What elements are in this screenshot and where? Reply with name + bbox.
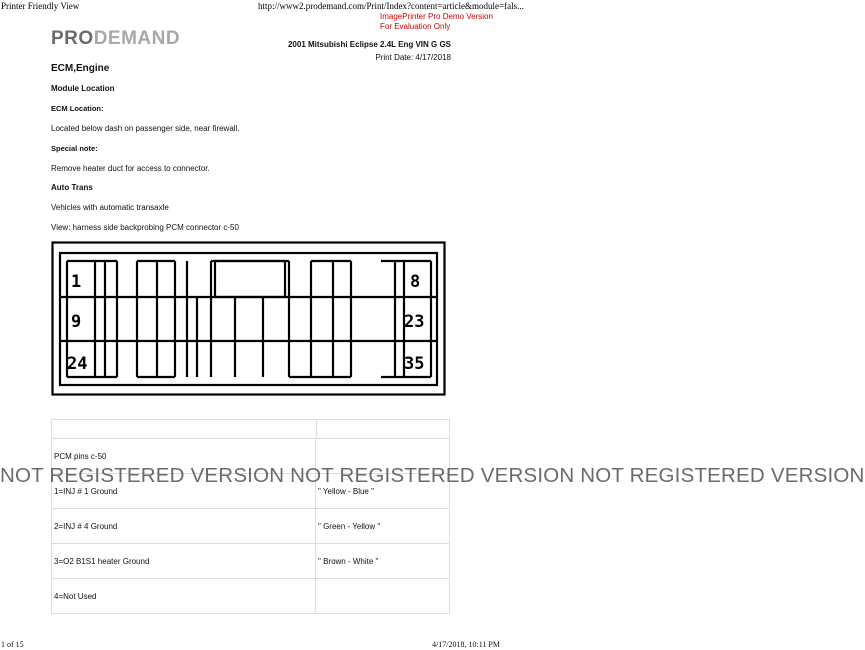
ecm-location-text: Located below dash on passenger side, near firewall. <box>51 124 240 133</box>
table-cell: " Green - Yellow " <box>315 509 450 543</box>
connector-outer-frame <box>53 243 445 395</box>
table-row <box>51 543 450 578</box>
article-title: ECM,Engine <box>51 63 110 74</box>
pcm-pins-table <box>51 419 450 614</box>
table-cell <box>315 579 450 613</box>
connector-view-caption: View: harness side backprobing PCM connector c-50 <box>51 223 239 232</box>
table-cell <box>316 420 450 438</box>
pin-label-8: 8 <box>410 272 421 292</box>
section-heading-module-location: Module Location <box>51 84 115 93</box>
table-cell: 1=INJ # 1 Ground <box>51 474 315 508</box>
subheading-special-note: Special note: <box>51 144 98 153</box>
print-date: Print Date: 4/17/2018 <box>375 53 451 62</box>
pcm-connector-c50-diagram <box>51 241 447 397</box>
pin-label-1: 1 <box>71 272 82 292</box>
table-row <box>51 578 450 614</box>
page-count: 1 of 15 <box>1 640 24 649</box>
table-cell: " Yellow - Blue " <box>315 474 450 508</box>
table-row <box>51 508 450 543</box>
pin-label-23: 23 <box>404 312 425 332</box>
demo-notice-line1: ImagePrinter Pro Demo Version <box>380 12 493 21</box>
table-cell: 3=O2 B1S1 heater Ground <box>51 544 315 578</box>
prodemand-logo <box>51 28 180 50</box>
special-note-text: Remove heater duct for access to connector. <box>51 164 210 173</box>
table-cell: 4=Not Used <box>51 579 315 613</box>
subheading-ecm-location: ECM Location: <box>51 104 104 113</box>
not-registered-watermark: NOT REGISTERED VERSION NOT REGISTERED VERSION NOT REGISTERED VERSION <box>0 464 865 487</box>
demo-notice-line2: For Evaluation Only <box>380 22 451 31</box>
print-timestamp: 4/17/2018, 10:11 PM <box>432 640 500 649</box>
table-cell <box>51 420 316 438</box>
page-url: http://www2.prodemand.com/Print/Index?content=article&module=fals... <box>258 1 524 11</box>
auto-trans-text: Vehicles with automatic transaxle <box>51 203 169 212</box>
page-title: Printer Friendly View <box>1 1 80 11</box>
table-row <box>51 419 450 438</box>
table-cell: 2=INJ # 4 Ground <box>51 509 315 543</box>
pin-label-9: 9 <box>71 312 82 332</box>
pin-label-35: 35 <box>404 354 425 374</box>
logo-part-pro: PRO <box>51 28 94 49</box>
vehicle-info: 2001 Mitsubishi Eclipse 2.4L Eng VIN G GS <box>287 40 451 49</box>
logo-part-demand: DEMAND <box>93 28 181 49</box>
table-cell: " Brown - White " <box>315 544 450 578</box>
pin-label-24: 24 <box>67 354 88 374</box>
watermark-band <box>0 464 865 490</box>
section-heading-auto-trans: Auto Trans <box>51 183 93 192</box>
table-cell: PCM pins c-50 <box>51 439 315 473</box>
